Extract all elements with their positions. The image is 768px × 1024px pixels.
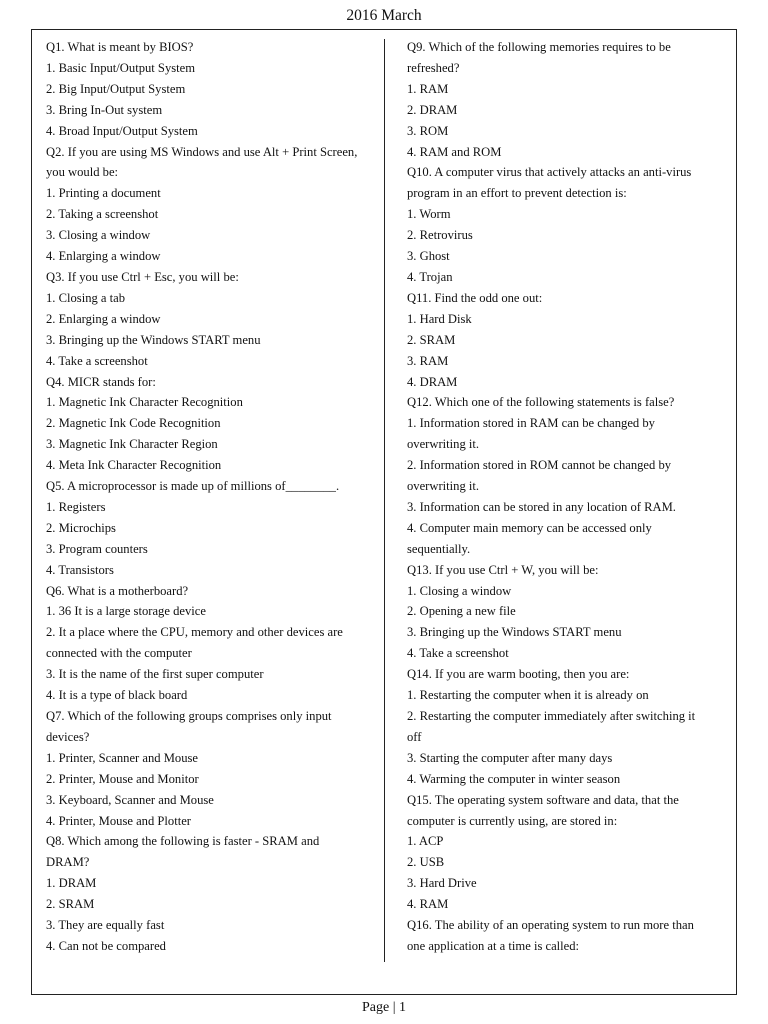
option-line: 4. Transistors xyxy=(46,562,114,577)
option-line: 4. Can not be compared xyxy=(46,938,166,953)
option-line: 2. SRAM xyxy=(407,332,456,347)
option-line: 2. Magnetic Ink Code Recognition xyxy=(46,416,221,431)
option-line: 3. They are equally fast xyxy=(46,918,165,933)
option-line: 3. Bring In-Out system xyxy=(46,102,163,117)
option-line: 1. Registers xyxy=(46,499,106,514)
question-line: Q15. The operating system software and data, that the computer is currently using, are stored in: xyxy=(407,792,679,828)
option-line: 4. Take a screenshot xyxy=(46,353,148,368)
question-line: Q1. What is meant by BIOS? xyxy=(46,40,194,54)
option-line: 4. Trojan xyxy=(407,269,453,284)
option-line: 1. DRAM xyxy=(46,876,97,891)
option-line: 1. 36 It is a large storage device xyxy=(46,604,206,619)
option-line: 4. Computer main memory can be accessed only sequentially. xyxy=(407,520,652,556)
option-line: 3. It is the name of the first super computer xyxy=(46,667,264,682)
question-line: Q11. Find the odd one out: xyxy=(407,290,543,305)
option-line: 2. Microchips xyxy=(46,520,116,535)
page-title: 2016 March xyxy=(346,7,422,24)
question-line: Q8. Which among the following is faster - SRAM and DRAM? xyxy=(46,834,320,870)
option-line: 2. Big Input/Output System xyxy=(46,81,186,96)
option-line: 4. Printer, Mouse and Plotter xyxy=(46,813,192,828)
question-line: Q13. If you use Ctrl + W, you will be: xyxy=(407,562,599,577)
question-line: Q16. The ability of an operating system to run more than one application at a time is called: xyxy=(407,918,694,953)
question-line: Q4. MICR stands for: xyxy=(46,374,156,389)
question-line: Q7. Which of the following groups comprises only input devices? xyxy=(46,709,332,744)
option-line: 1. Basic Input/Output System xyxy=(46,60,196,75)
question-line: Q14. If you are warm booting, then you are: xyxy=(407,667,630,682)
option-line: 2. It a place where the CPU, memory and other devices are connected with the computer xyxy=(46,625,343,661)
option-line: 3. Program counters xyxy=(46,541,148,556)
option-line: 4. Warming the computer in winter season xyxy=(407,771,621,786)
column-divider xyxy=(384,39,385,962)
option-line: 3. Information can be stored in any location of RAM. xyxy=(407,499,676,514)
option-line: 1. Magnetic Ink Character Recognition xyxy=(46,395,243,410)
option-line: 3. Bringing up the Windows START menu xyxy=(407,625,622,640)
option-line: 2. Information stored in ROM cannot be changed by overwriting it. xyxy=(407,458,672,494)
question-line: Q5. A microprocessor is made up of millions of________. xyxy=(46,479,340,494)
option-line: 2. DRAM xyxy=(407,102,458,117)
option-line: 4. Take a screenshot xyxy=(407,646,509,661)
option-line: 4. Broad Input/Output System xyxy=(46,123,198,138)
question-line: Q6. What is a motherboard? xyxy=(46,583,189,598)
option-line: 4. RAM xyxy=(407,897,449,912)
option-line: 1. Restarting the computer when it is already on xyxy=(407,688,649,703)
question-line: Q3. If you use Ctrl + Esc, you will be: xyxy=(46,269,239,284)
option-line: 2. Printer, Mouse and Monitor xyxy=(46,771,199,786)
option-line: 2. Enlarging a window xyxy=(46,311,161,326)
right-question-column xyxy=(407,37,711,957)
option-line: 1. RAM xyxy=(407,81,449,96)
option-line: 4. It is a type of black board xyxy=(46,688,188,703)
left-question-column xyxy=(46,37,361,957)
option-line: 3. ROM xyxy=(407,123,449,138)
option-line: 1. Worm xyxy=(407,207,451,222)
option-line: 1. Information stored in RAM can be changed by overwriting it. xyxy=(407,416,655,452)
option-line: 3. Keyboard, Scanner and Mouse xyxy=(46,792,214,807)
option-line: 4. Meta Ink Character Recognition xyxy=(46,458,222,473)
option-line: 2. Restarting the computer immediately after switching it off xyxy=(407,709,696,744)
option-line: 4. DRAM xyxy=(407,374,458,389)
option-line: 4. Enlarging a window xyxy=(46,249,161,264)
option-line: 2. Opening a new file xyxy=(407,604,516,619)
option-line: 3. Starting the computer after many days xyxy=(407,750,613,765)
option-line: 1. Hard Disk xyxy=(407,311,472,326)
option-line: 2. Taking a screenshot xyxy=(46,207,159,222)
option-line: 1. Closing a tab xyxy=(46,290,126,305)
option-line: 3. Magnetic Ink Character Region xyxy=(46,437,218,452)
option-line: 1. Printing a document xyxy=(46,186,161,201)
question-line: Q9. Which of the following memories requires to be refreshed? xyxy=(407,40,671,75)
question-line: Q12. Which one of the following statements is false? xyxy=(407,395,675,410)
page-number: Page | 1 xyxy=(361,1000,407,1015)
option-line: 3. Bringing up the Windows START menu xyxy=(46,332,261,347)
option-line: 3. Closing a window xyxy=(46,228,151,243)
option-line: 2. Retrovirus xyxy=(407,228,473,243)
option-line: 3. Hard Drive xyxy=(407,876,477,891)
option-line: 1. Printer, Scanner and Mouse xyxy=(46,750,198,765)
option-line: 1. ACP xyxy=(407,834,444,849)
option-line: 3. RAM xyxy=(407,353,449,368)
option-line: 2. USB xyxy=(407,855,445,870)
option-line: 2. SRAM xyxy=(46,897,95,912)
option-line: 1. Closing a window xyxy=(407,583,512,598)
question-line: Q10. A computer virus that actively attacks an anti-virus program in an effort to prevent detection is: xyxy=(407,165,692,201)
question-line: Q2. If you are using MS Windows and use Alt + Print Screen, you would be: xyxy=(46,144,358,180)
option-line: 3. Ghost xyxy=(407,249,450,264)
option-line: 4. RAM and ROM xyxy=(407,144,502,159)
